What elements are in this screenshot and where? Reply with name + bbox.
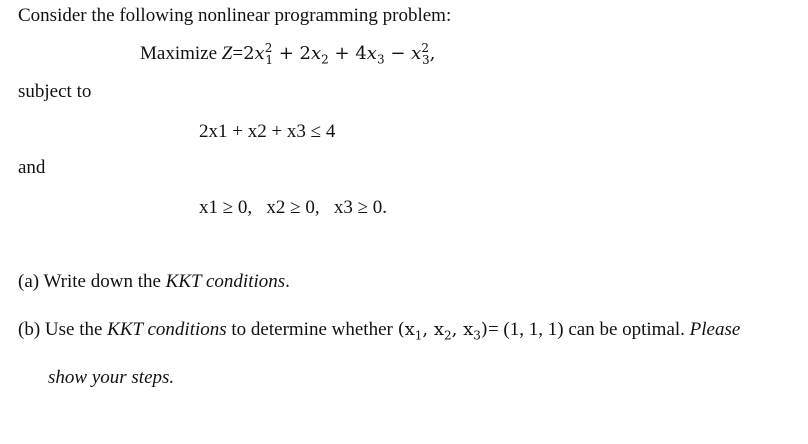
part-a-question [18,270,290,294]
subject-to-label: subject to [18,81,92,102]
objective-expression: $2x^2_1 + 2x_2 + 4x_3 - x^2_3$, [243,41,436,67]
equals-sign: = [232,43,244,64]
part-b-middle: to determine whether [226,319,398,340]
objective-variable: Z [221,43,233,64]
maximize-label: Maximize [140,43,218,64]
intro-text: Consider the following nonlinear programming problem: [18,5,452,26]
part-b-prefix: (b) Use the [18,319,108,340]
part-b-point: = (1, 1, 1) can be optimal. [487,319,685,340]
part-a-prefix: (a) Write down the [18,271,166,292]
part-a-kkt: KKT conditions [165,271,286,292]
objective-function [140,42,435,66]
constraint-equation: 2x1 + x2 + x3 ≤ 4 [199,121,336,142]
part-b-question [18,318,740,342]
nonnegativity-constraints: x1 ≥ 0, x2 ≥ 0, x3 ≥ 0. [199,197,388,218]
part-b-vector: ($x_1$, $x_2$, $x_3$) [397,319,488,343]
part-b-kkt: KKT conditions [107,319,227,340]
part-a-suffix: . [285,271,290,292]
part-b-steps: show your steps. [48,367,175,388]
part-b-please: Please [689,319,741,340]
and-label: and [18,157,46,178]
